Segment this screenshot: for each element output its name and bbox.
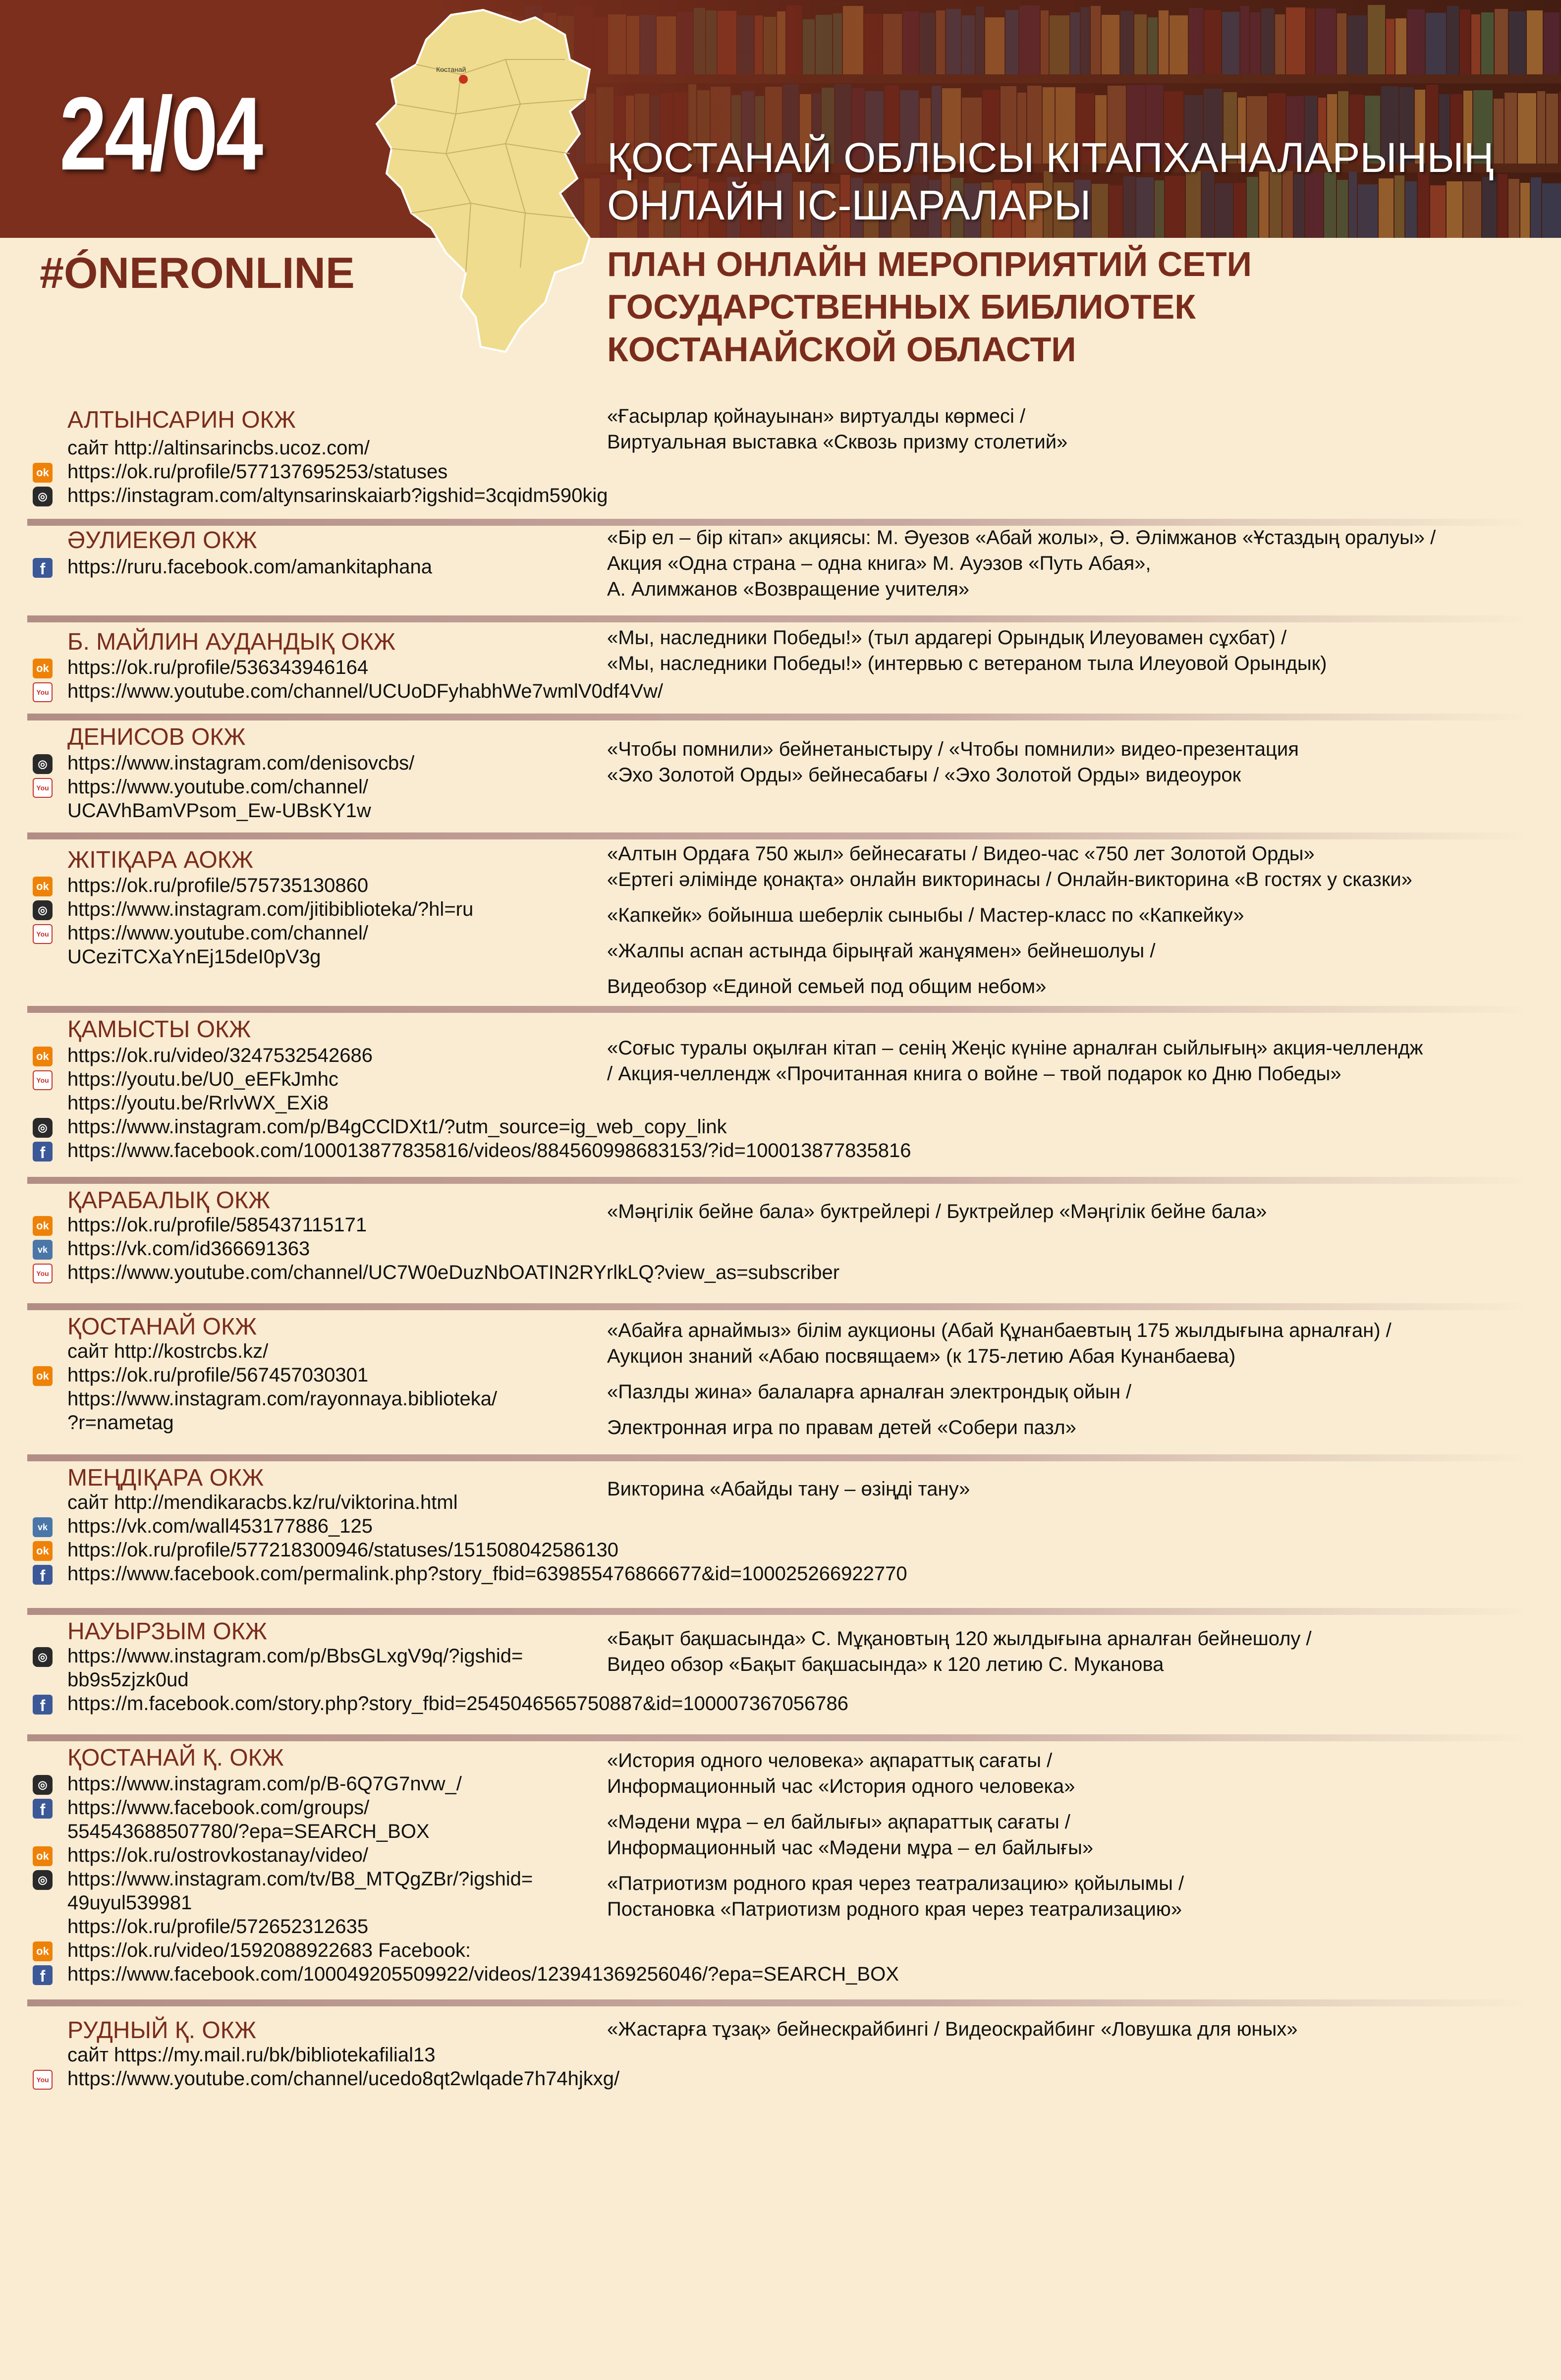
link-text[interactable]: https://vk.com/id366691363 — [67, 1238, 310, 1260]
youtube-icon[interactable]: You — [33, 778, 53, 798]
section-divider — [27, 1454, 1529, 1461]
event-description: Электронная игра по правам детей «Собери пазл» — [607, 1417, 1076, 1439]
instagram-icon[interactable]: ◎ — [33, 900, 53, 920]
link-text[interactable]: https://www.instagram.com/p/B-6Q7G7nvw_/ — [67, 1773, 462, 1795]
library-name: ҚОСТАНАЙ Қ. ОКЖ — [67, 1745, 284, 1771]
link-text[interactable]: https://ok.ru/ostrovkostanay/video/ — [67, 1844, 368, 1866]
event-description: Викторина «Абайды тану – өзіңді тану» — [607, 1478, 970, 1500]
event-description: Виртуальная выставка «Сквозь призму столетий» — [607, 431, 1068, 453]
library-name: МЕҢДІҚАРА ОКЖ — [67, 1465, 264, 1491]
link-text[interactable]: https://www.youtube.com/channel/UC7W0eDuzNbOATIN2RYrlkLQ?view_as=subscriber — [67, 1262, 840, 1283]
event-description: «Мы, наследники Победы!» (тыл ардагері Орындық Илеуовамен сұхбат) / — [607, 627, 1287, 649]
facebook-icon[interactable]: f — [33, 1799, 53, 1819]
event-description: «Соғыс туралы оқылған кітап – сенің Жеңіс күніне арналған сыйлығың» акция-челлендж — [607, 1037, 1423, 1059]
link-text[interactable]: https://ok.ru/profile/567457030301 — [67, 1364, 369, 1386]
link-text[interactable]: https://www.facebook.com/100049205509922/videos/123941369256046/?epa=SEARCH_BOX — [67, 1963, 899, 1985]
link-text[interactable]: https://instagram.com/altynsarinskaiarb?igshid=3cqidm590kig — [67, 485, 608, 506]
instagram-icon[interactable]: ◎ — [33, 754, 53, 774]
link-text[interactable]: https://www.youtube.com/channel/ucedo8qt2wlqade7h74hjkxg/ — [67, 2068, 620, 2090]
link-text[interactable]: https://ok.ru/video/1592088922683 Facebook: — [67, 1939, 471, 1961]
link-text[interactable]: https://www.instagram.com/p/B4gCClDXt1/?utm_source=ig_web_copy_link — [67, 1116, 727, 1138]
event-description: «Алтын Ордаға 750 жыл» бейнесағаты / Видео-час «750 лет Золотой Орды» — [607, 843, 1315, 865]
link-text[interactable]: ?r=nametag — [67, 1412, 174, 1434]
link-text[interactable]: https://ok.ru/video/3247532542686 — [67, 1045, 373, 1066]
youtube-icon[interactable]: You — [33, 682, 53, 702]
link-text[interactable]: https://www.youtube.com/channel/ — [67, 776, 368, 798]
link-text[interactable]: сайт http://altinsarincbs.ucoz.com/ — [67, 437, 370, 459]
event-description: «Мәдени мұра – ел байлығы» ақпараттық сағаты / — [607, 1811, 1070, 1833]
event-description: Информационный час «История одного человека» — [607, 1775, 1075, 1797]
section-divider — [27, 519, 1529, 526]
instagram-icon[interactable]: ◎ — [33, 1870, 53, 1890]
ok-icon[interactable]: ok — [33, 1047, 53, 1066]
link-text[interactable]: сайт http://kostrcbs.kz/ — [67, 1340, 269, 1362]
link-text[interactable]: https://ok.ru/profile/585437115171 — [67, 1214, 367, 1236]
link-text[interactable]: https://www.instagram.com/tv/B8_MTQgZBr/?igshid= — [67, 1868, 533, 1890]
ok-icon[interactable]: ok — [33, 1941, 53, 1961]
link-text[interactable]: https://ok.ru/profile/575735130860 — [67, 875, 369, 896]
event-description: Аукцион знаний «Абаю посвящаем» (к 175-летию Абая Кунанбаева) — [607, 1345, 1236, 1367]
link-text[interactable]: https://www.instagram.com/p/BbsGLxgV9q/?igshid= — [67, 1645, 523, 1667]
link-text[interactable]: сайт http://mendikaracbs.kz/ru/viktorina.html — [67, 1492, 458, 1513]
link-text[interactable]: https://ok.ru/profile/577137695253/statuses — [67, 461, 448, 483]
instagram-icon[interactable]: ◎ — [33, 1647, 53, 1667]
section-divider — [27, 1303, 1529, 1310]
event-description: «Бақыт бақшасында» С. Мұқановтың 120 жылдығына арналған бейнешолу / — [607, 1628, 1312, 1650]
event-description: «История одного человека» ақпараттық сағаты / — [607, 1750, 1053, 1771]
link-text[interactable]: https://youtu.be/U0_eEFkJmhc — [67, 1068, 338, 1090]
link-text[interactable]: UCeziTCXaYnEj15deI0pV3g — [67, 946, 321, 968]
facebook-icon[interactable]: f — [33, 1565, 53, 1585]
section-divider — [27, 1006, 1529, 1013]
event-description: «Мәңгілік бейне бала» буктрейлері / Буктрейлер «Мәңгілік бейне бала» — [607, 1201, 1267, 1222]
ok-icon[interactable]: ok — [33, 877, 53, 896]
section-divider — [27, 1734, 1529, 1741]
vk-icon[interactable]: vk — [33, 1240, 53, 1260]
instagram-icon[interactable]: ◎ — [33, 1118, 53, 1138]
link-text[interactable]: https://ok.ru/profile/577218300946/statuses/151508042586130 — [67, 1539, 618, 1561]
event-description: «Бір ел – бір кітап» акциясы: М. Әуезов «Абай жолы», Ә. Әлімжанов «Ұстаздың оралуы» / — [607, 527, 1436, 549]
event-description: «Абайға арнаймыз» білім аукционы (Абай Құнанбаевтың 175 жылдығына арналған) / — [607, 1320, 1392, 1341]
link-text[interactable]: https://ok.ru/profile/572652312635 — [67, 1916, 369, 1937]
facebook-icon[interactable]: f — [33, 558, 53, 578]
region-map — [357, 5, 644, 362]
link-text[interactable]: UCAVhBamVPsom_Ew-UBsKY1w — [67, 800, 371, 822]
link-text[interactable]: https://www.facebook.com/100013877835816/videos/884560998683153/?id=100013877835816 — [67, 1140, 911, 1162]
link-text[interactable]: https://youtu.be/RrlvWX_EXi8 — [67, 1092, 329, 1114]
ok-icon[interactable]: ok — [33, 1366, 53, 1386]
library-name: АЛТЫНСАРИН ОКЖ — [67, 407, 296, 433]
youtube-icon[interactable]: You — [33, 1070, 53, 1090]
link-text[interactable]: https://www.facebook.com/groups/ — [67, 1797, 370, 1819]
link-text[interactable]: https://www.youtube.com/channel/ — [67, 922, 368, 944]
library-name: ӘУЛИЕКӨЛ ОКЖ — [67, 527, 257, 553]
event-date: 24/04 — [59, 75, 261, 192]
event-description: Постановка «Патриотизм родного края через театрализацию» — [607, 1898, 1182, 1920]
link-text[interactable]: https://www.facebook.com/permalink.php?story_fbid=639855476866677&id=100025266922770 — [67, 1563, 907, 1585]
event-description: А. Алимжанов «Возвращение учителя» — [607, 578, 969, 600]
header-banner — [0, 0, 1561, 238]
section-divider — [27, 615, 1529, 622]
title-russian: ПЛАН ОНЛАЙН МЕРОПРИЯТИЙ СЕТИ ГОСУДАРСТВЕННЫХ БИБЛИОТЕК КОСТАНАЙСКОЙ ОБЛАСТИ — [607, 245, 1252, 369]
section-divider — [27, 832, 1529, 839]
vk-icon[interactable]: vk — [33, 1517, 53, 1537]
link-text[interactable]: сайт https://my.mail.ru/bk/bibliotekafilial13 — [67, 2044, 436, 2066]
event-description: «Жастарға тұзақ» бейнескрайбингі / Видеоскрайбинг «Ловушка для юных» — [607, 2018, 1298, 2040]
title-kazakh: ҚОСТАНАЙ ОБЛЫСЫ КІТАПХАНАЛАРЫНЫҢ ОНЛАЙН ІС-ШАРАЛАРЫ — [607, 134, 1494, 228]
event-description: «Ертегі әлімінде қонақта» онлайн викторинасы / Онлайн-викторина «В гостях у сказки» — [607, 869, 1412, 890]
event-description: «Патриотизм родного края через театрализацию» қойылымы / — [607, 1873, 1184, 1894]
library-name: ҚОСТАНАЙ ОКЖ — [67, 1314, 257, 1340]
event-description: «Жалпы аспан астында бірыңғай жанұямен» бейнешолуы / — [607, 940, 1156, 962]
link-text[interactable]: https://ok.ru/profile/536343946164 — [67, 657, 369, 678]
section-divider — [27, 1177, 1529, 1184]
link-text[interactable]: https://www.youtube.com/channel/UCUoDFyhabhWe7wmlV0df4Vw/ — [67, 680, 664, 702]
facebook-icon[interactable]: f — [33, 1965, 53, 1985]
event-description: Видеобзор «Единой семьей под общим небом» — [607, 976, 1047, 997]
youtube-icon[interactable]: You — [33, 924, 53, 944]
event-description: «Чтобы помнили» бейнетаныстыру / «Чтобы помнили» видео-презентация — [607, 738, 1299, 760]
link-text[interactable]: https://vk.com/wall453177886_125 — [67, 1515, 373, 1537]
youtube-icon[interactable]: You — [33, 1264, 53, 1283]
event-description: Акция «Одна страна – одна книга» М. Ауэзов «Путь Абая», — [607, 553, 1151, 574]
event-description: «Эхо Золотой Орды» бейнесабағы / «Эхо Золотой Орды» видеоурок — [607, 764, 1241, 786]
library-name: ДЕНИСОВ ОКЖ — [67, 724, 246, 750]
map-city-label: Костанай — [436, 65, 466, 73]
event-description: «Ғасырлар қойнауынан» виртуалды көрмесі / — [607, 405, 1026, 427]
link-text[interactable]: https://www.instagram.com/jitibiblioteka/?hl=ru — [67, 898, 474, 920]
event-description: «Капкейк» бойынша шеберлік сыныбы / Мастер-класс по «Капкейку» — [607, 904, 1244, 926]
link-text[interactable]: https://ruru.facebook.com/amankitaphana — [67, 556, 432, 578]
link-text[interactable]: 554543688507780/?epa=SEARCH_BOX — [67, 1821, 430, 1842]
event-description: «Пазлды жина» балаларға арналған электрондық ойын / — [607, 1381, 1132, 1403]
library-name: ҚАРАБАЛЫҚ ОКЖ — [67, 1187, 271, 1214]
facebook-icon[interactable]: f — [33, 1695, 53, 1715]
library-name: ҚАМЫСТЫ ОКЖ — [67, 1016, 251, 1043]
hashtag[interactable]: #ÓNERONLINE — [40, 248, 355, 297]
facebook-icon[interactable]: f — [33, 1142, 53, 1162]
youtube-icon[interactable]: You — [33, 2070, 53, 2090]
library-name: РУДНЫЙ Қ. ОКЖ — [67, 2017, 257, 2044]
link-text[interactable]: bb9s5zjzk0ud — [67, 1669, 189, 1691]
link-text[interactable]: https://m.facebook.com/story.php?story_fbid=2545046565750887&id=100007367056786 — [67, 1693, 849, 1715]
ok-icon[interactable]: ok — [33, 463, 53, 483]
ok-icon[interactable]: ok — [33, 659, 53, 678]
link-text[interactable]: https://www.instagram.com/rayonnaya.biblioteka/ — [67, 1388, 498, 1410]
ok-icon[interactable]: ok — [33, 1541, 53, 1561]
instagram-icon[interactable]: ◎ — [33, 487, 53, 506]
event-description: Видео обзор «Бақыт бақшасында» к 120 летию С. Муканова — [607, 1654, 1164, 1675]
section-divider — [27, 714, 1529, 720]
event-description: Информационный час «Мәдени мұра – ел байлығы» — [607, 1837, 1094, 1859]
library-name: ЖІТІҚАРА АОКЖ — [67, 847, 254, 873]
instagram-icon[interactable]: ◎ — [33, 1775, 53, 1795]
library-name: НАУЫРЗЫМ ОКЖ — [67, 1618, 267, 1645]
link-text[interactable]: https://www.instagram.com/denisovcbs/ — [67, 752, 415, 774]
section-divider — [27, 1999, 1529, 2006]
event-description: / Акция-челлендж «Прочитанная книга о войне – твой подарок ко Дню Победы» — [607, 1063, 1341, 1085]
section-divider — [27, 1608, 1529, 1615]
link-text[interactable]: 49uyul539981 — [67, 1892, 192, 1914]
event-description: «Мы, наследники Победы!» (интервью с ветераном тыла Илеуовой Орындык) — [607, 653, 1327, 674]
ok-icon[interactable]: ok — [33, 1216, 53, 1236]
ok-icon[interactable]: ok — [33, 1846, 53, 1866]
library-name: Б. МАЙЛИН АУДАНДЫҚ ОКЖ — [67, 629, 396, 655]
